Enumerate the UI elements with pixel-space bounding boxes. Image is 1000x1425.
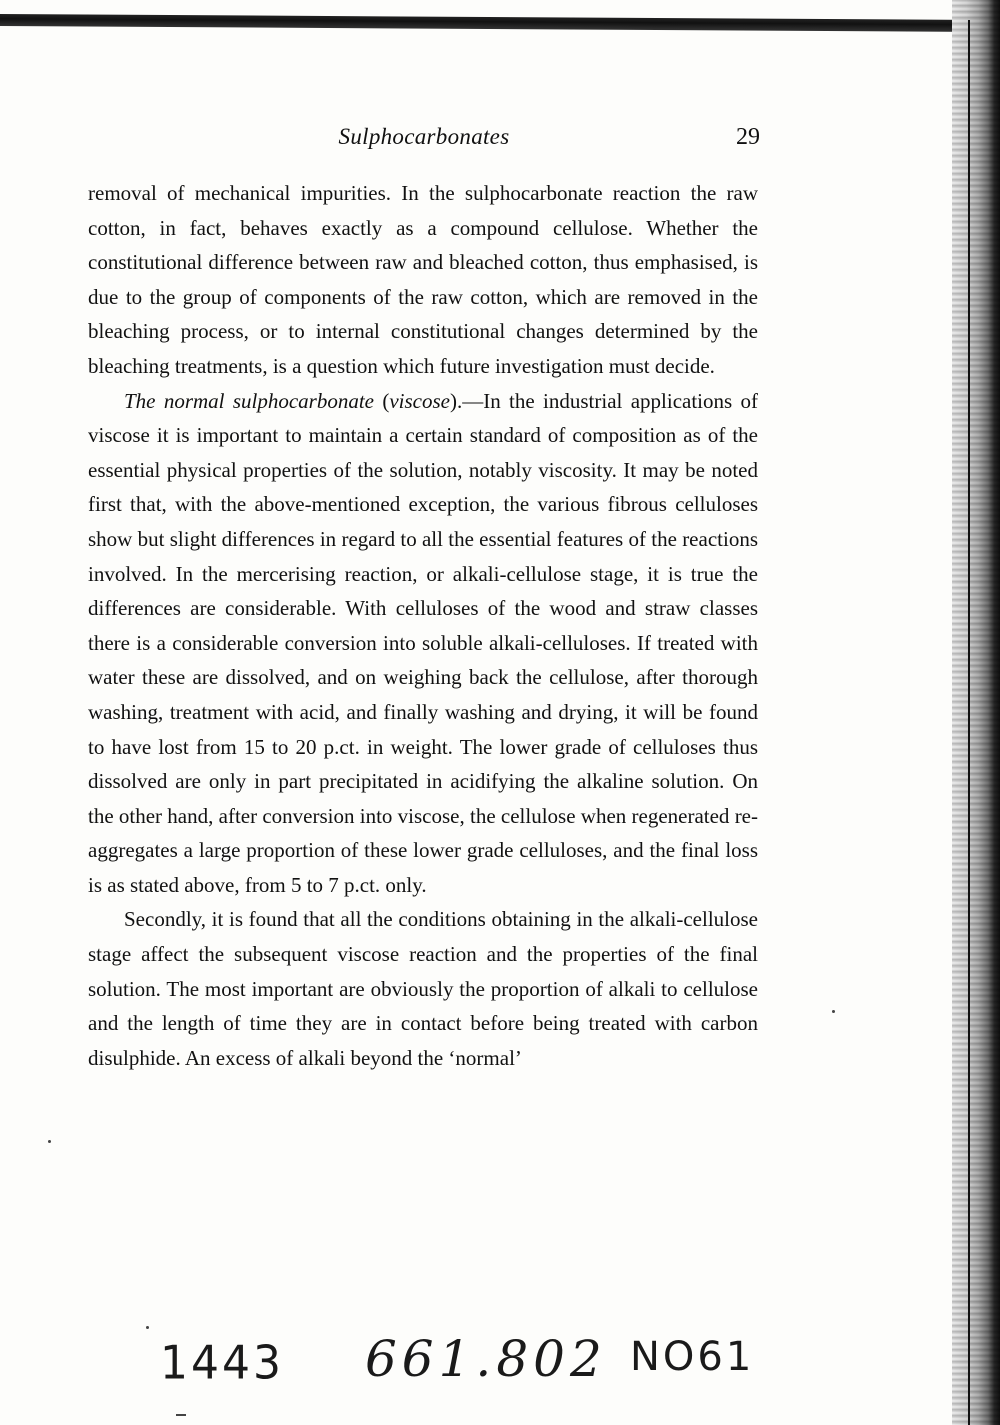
paragraph-1-text: removal of mechanical impurities. In the sulphocarbonate reaction the raw cotton, in fact, behaves exactly as a compound cellulose. Whether the constitutional difference between raw and bleached cotton, thus emphasised, is due to the group of components of the raw cotton, which are removed in the bleaching process, or to internal constitutional changes determined by the bleaching treatments, is a question which future investigation must decide. bbox=[88, 181, 758, 378]
paragraph-2-paren-open: ( bbox=[374, 388, 390, 413]
running-title: Sulphocarbonates bbox=[338, 124, 510, 149]
stray-ink-mark bbox=[48, 1140, 51, 1143]
stray-ink-mark bbox=[832, 1010, 835, 1013]
page-number: 29 bbox=[736, 124, 760, 150]
paragraph-2-italic-paren: viscose bbox=[389, 388, 450, 413]
handwritten-item-number: NO61 bbox=[630, 1334, 755, 1380]
handwritten-number-1443: 1443 bbox=[160, 1336, 284, 1391]
paragraph-2-italic-lead: The normal sulphocarbonate bbox=[124, 388, 374, 413]
paragraph-3-text: Secondly, it is found that all the conditions obtaining in the alkali-cellulose stage affect the subsequent viscose reaction and the properties of the final solution. The most important are obviously the proportion of alkali to cellulose and the length of time they are in contact before being treated with carbon disulphide. An excess of alkali beyond the ‘normal’ bbox=[88, 907, 758, 1070]
body-text bbox=[88, 176, 758, 1075]
paragraph-2-paren-close: ).— bbox=[449, 388, 484, 413]
stray-ink-mark bbox=[146, 1326, 149, 1329]
top-scan-edge bbox=[0, 14, 985, 32]
paragraph-2 bbox=[88, 384, 758, 903]
paragraph-1 bbox=[88, 176, 758, 384]
book-binding-edge bbox=[952, 0, 1000, 1425]
handwritten-classmark: 661.802 bbox=[365, 1330, 607, 1388]
page-header bbox=[88, 124, 760, 160]
paragraph-2-text: In the industrial applications of viscose it is important to maintain a certain standard of composition as of the essential physical properties of the solution, notably viscosity. It may be noted first that, with the above-mentioned exception, the various fibrous celluloses show but slight differences in regard to all the essential features of the reactions involved. In the mercerising reaction, or alkali-cellulose stage, it is true the differences are considerable. With celluloses of the wood and straw classes there is a considerable conversion into soluble alkali-celluloses. If treated with water these are dissolved, and on weighing back the cellulose, after thorough washing, treatment with acid, and finally washing and drying, it will be found to have lost from 15 to 20 p.ct. in weight. The lower grade of celluloses thus dissolved are only in part precipitated in acidifying the alkaline solution. On the other hand, after conversion into viscose, the cellulose when regenerated re-aggregates a large proportion of these lower grade celluloses, and the final loss is as stated above, from 5 to 7 p.ct. only. bbox=[88, 388, 758, 897]
paragraph-3 bbox=[88, 902, 758, 1075]
stray-ink-mark bbox=[176, 1414, 186, 1416]
binding-gutter-line bbox=[968, 20, 970, 1425]
handwritten-annotation bbox=[160, 1330, 800, 1410]
